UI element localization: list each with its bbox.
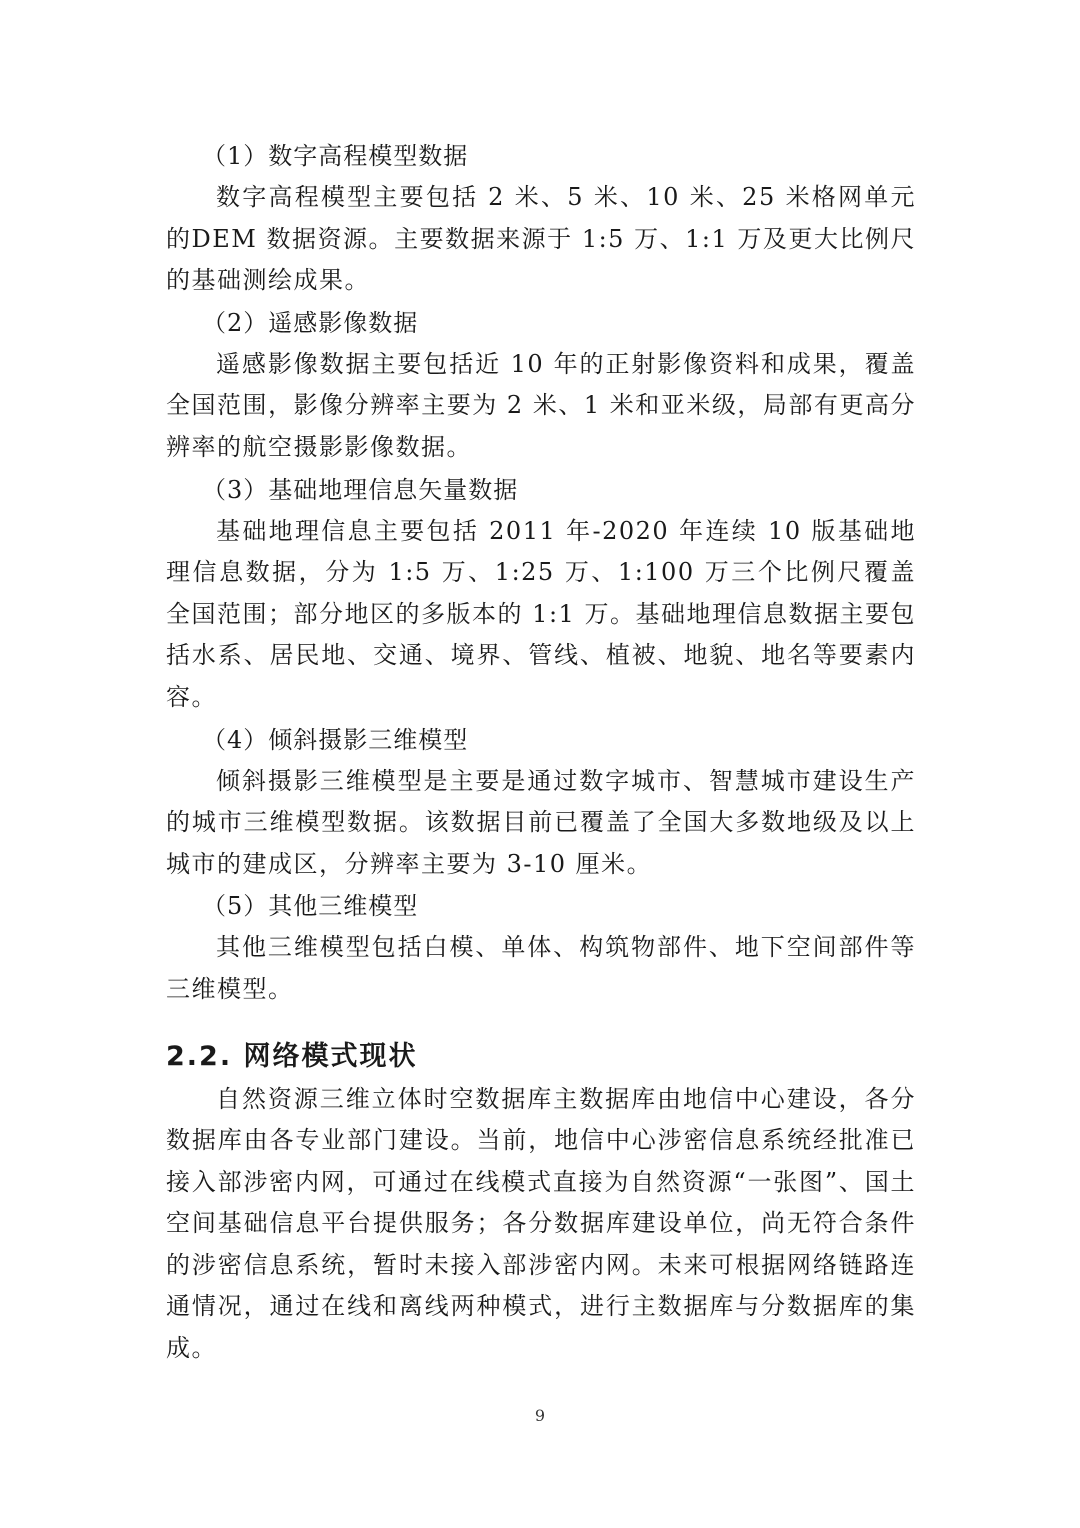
subheading-other-models: （5）其他三维模型 xyxy=(202,892,419,921)
page-content xyxy=(166,135,916,1370)
subheading-dem: （1）数字高程模型数据 xyxy=(202,142,469,170)
subheading-oblique-model: （4）倾斜摄影三维模型 xyxy=(202,725,469,754)
paragraph-oblique-model: 倾斜摄影三维模型是主要是通过数字城市、智慧城市建设生产的城市三维模型数据。该数据目前已覆盖了全国大多数地级及以上城市的建成区，分辨率主要为 3-10 厘米。 xyxy=(166,766,916,878)
paragraph-vector-data: 基础地理信息主要包括 2011 年-2020 年连续 10 版基础地理信息数据，分为 1:5 万、1:25 万、1:100 万三个比例尺覆盖全国范围；部分地区的多版本的 1:1 万。基础地理信息数据主要包括水系、居民地、交通、境界、管线、植被、地貌、地名等要素内容。 xyxy=(166,516,916,711)
section-title-network: 2.2. 网络模式现状 xyxy=(166,1040,418,1072)
paragraph-network: 自然资源三维立体时空数据库主数据库由地信中心建设，各分数据库由各专业部门建设。当前，地信中心涉密信息系统经批准已接入部涉密内网，可通过在线模式直接为自然资源“一张图”、国土空间基础信息平台提供服务；各分数据库建设单位，尚无符合条件的涉密信息系统，暂时未接入部涉密内网。未来可根据网络链路连通情况，通过在线和离线两种模式，进行主数据库与分数据库的集成。 xyxy=(166,1084,916,1363)
paragraph-remote-sensing: 遥感影像数据主要包括近 10 年的正射影像资料和成果，覆盖全国范围，影像分辨率主要为 2 米、1 米和亚米级，局部有更高分辨率的航空摄影影像数据。 xyxy=(166,349,916,461)
subheading-vector-data: （3）基础地理信息矢量数据 xyxy=(202,475,519,504)
subheading-remote-sensing: （2）遥感影像数据 xyxy=(202,308,419,337)
page-number: 9 xyxy=(534,1406,546,1425)
paragraph-other-models: 其他三维模型包括白模、单体、构筑物部件、地下空间部件等三维模型。 xyxy=(166,933,916,1003)
paragraph-dem: 数字高程模型主要包括 2 米、5 米、10 米、25 米格网单元的DEM 数据资源。主要数据来源于 1:5 万、1:1 万及更大比例尺的基础测绘成果。 xyxy=(166,183,916,295)
